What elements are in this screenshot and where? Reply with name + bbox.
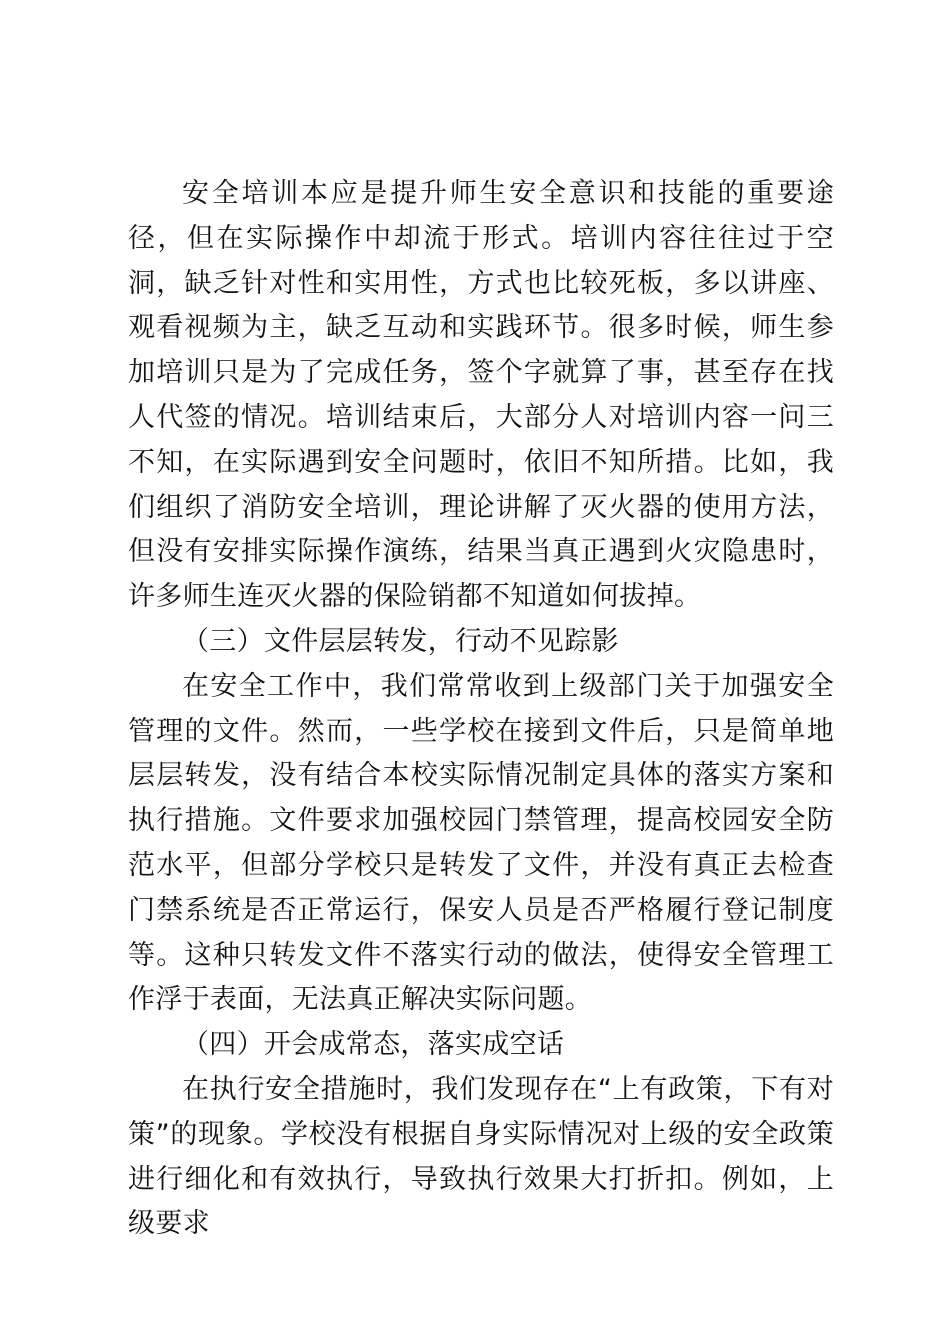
section-heading-three: （三）文件层层转发，行动不见踪影	[182, 625, 619, 657]
paragraph-training-formalism: 安全培训本应是提升师生安全意识和技能的重要途径，但在实际操作中却流于形式。培训内容往往过于空洞，缺乏针对性和实用性，方式也比较死板，多以讲座、观看视频为主，缺乏互动和实践环节。很多时候，师生参加培训只是为了完成任务，签个字就算了事，甚至存在找人代签的情况。培训结束后，大部分人对培训内容一问三不知，在实际遇到安全问题时，依旧不知所措。比如，我们组织了消防安全培训，理论讲解了灭火器的使用方法，但没有安排实际操作演练，结果当真正遇到火灾隐患时，许多师生连灭火器的保险销都不知道如何拔掉。	[128, 178, 834, 613]
document-body	[128, 172, 834, 1247]
section-heading-four: （四）开会成常态，落实成空话	[182, 1029, 565, 1061]
paragraph-document-forwarding: 在安全工作中，我们常常收到上级部门关于加强安全管理的文件。然而，一些学校在接到文件后，只是简单地层层转发，没有结合本校实际情况制定具体的落实方案和执行措施。文件要求加强校园门禁管理，提高校园安全防范水平，但部分学校只是转发了文件，并没有真正去检查门禁系统是否正常运行，保安人员是否严格履行登记制度等。这种只转发文件不落实行动的做法，使得安全管理工作浮于表面，无法真正解决实际问题。	[128, 670, 834, 1016]
paragraph-policy-execution: 在执行安全措施时，我们发现存在“上有政策，下有对策”的现象。学校没有根据自身实际情况对上级的安全政策进行细化和有效执行，导致执行效果大打折扣。例如，上级要求	[128, 1073, 834, 1240]
